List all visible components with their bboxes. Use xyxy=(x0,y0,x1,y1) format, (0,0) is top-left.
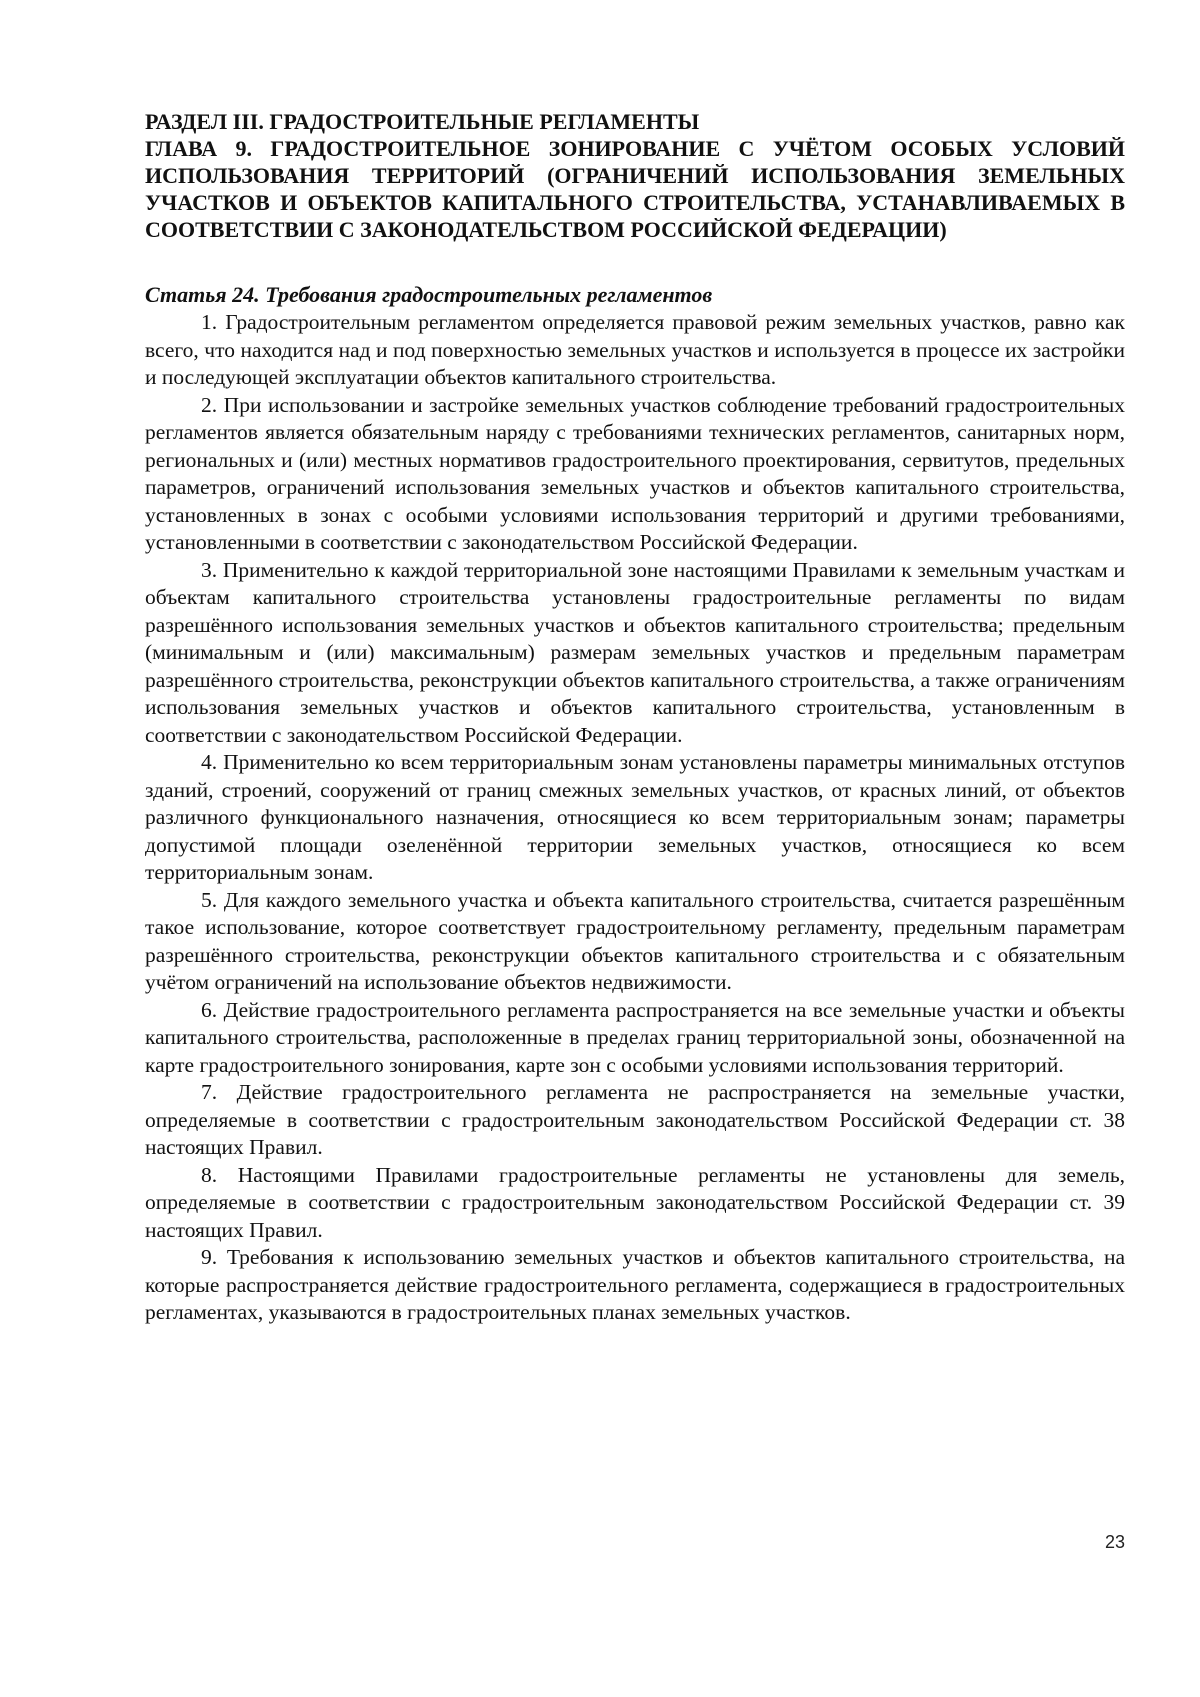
article-title: Статья 24. Требования градостроительных регламентов xyxy=(145,282,713,307)
paragraph-5: 5. Для каждого земельного участка и объекта капитального строительства, считается разрешённым такое использование, которое соответствует градостроительному регламенту, предельным параметрам разрешённого строительства, реконструкции объектов капитального строительства и с обязательным учётом ограничений на использование объектов недвижимости. xyxy=(145,887,1125,994)
paragraph-3: 3. Применительно к каждой территориальной зоне настоящими Правилами к земельным участкам и объектам капитального строительства установлены градостроительные регламенты по видам разрешённого использования земельных участков и объектов капитального строительства; предельным (минимальным и (или) максимальным) размерам земельных участков и предельным параметрам разрешённого строительства, реконструкции объектов капитального строительства, а также ограничениям использования земельных участков и объектов капитального строительства, установленным в соответствии с законодательством Российской Федерации. xyxy=(145,557,1125,747)
paragraph-8: 8. Настоящими Правилами градостроительные регламенты не установлены для земель, определяемые в соответствии с градостроительным законодательством Российской Федерации ст. 39 настоящих Правил. xyxy=(145,1162,1125,1242)
paragraph-7: 7. Действие градостроительного регламента не распространяется на земельные участки, определяемые в соответствии с градостроительным законодательством Российской Федерации ст. 38 настоящих Правил. xyxy=(145,1080,1125,1159)
section-title: РАЗДЕЛ III. ГРАДОСТРОИТЕЛЬНЫЕ РЕГЛАМЕНТЫ xyxy=(145,109,700,134)
paragraph-1: 1. Градостроительным регламентом определяется правовой режим земельных участков, равно как всего, что находится над и под поверхностью земельных участков и используется в процессе их застройки и последующей эксплуатации объектов капитального строительства. xyxy=(145,310,1125,389)
document-page xyxy=(145,108,1125,1327)
paragraph-4: 4. Применительно ко всем территориальным зонам установлены параметры минимальных отступов зданий, строений, сооружений от границ смежных земельных участков, от красных линий, от объектов различного функционального назначения, относящиеся ко всем территориальным зонам; параметры допустимой площади озеленённой территории земельных участков, относящиеся ко всем территориальным зонам. xyxy=(145,750,1125,884)
paragraph-6: 6. Действие градостроительного регламента распространяется на все земельные участки и объекты капитального строительства, расположенные в пределах границ территориальной зоны, обозначенной на карте градостроительного зонирования, карте зон с особыми условиями использования территорий. xyxy=(145,997,1125,1077)
article-body xyxy=(145,309,1125,1327)
paragraph-9: 9. Требования к использованию земельных участков и объектов капитального строительства, на которые распространяется действие градостроительного регламента, содержащиеся в градостроительных регламентах, указываются в градостроительных планах земельных участков. xyxy=(145,1245,1125,1324)
paragraph-2: 2. При использовании и застройке земельных участков соблюдение требований градостроительных регламентов является обязательным наряду с требованиями технических регламентов, санитарных норм, региональных и (или) местных нормативов градостроительного проектирования, сервитутов, предельных параметров, ограничений использования земельных участков и объектов капитального строительства, установленных в зонах с особыми условиями использования территорий и другими требованиями, установленными в соответствии с законодательством Российской Федерации. xyxy=(145,392,1125,554)
page-number: 23 xyxy=(1104,1532,1125,1552)
chapter-title: ГЛАВА 9. ГРАДОСТРОИТЕЛЬНОЕ ЗОНИРОВАНИЕ С УЧЁТОМ ОСОБЫХ УСЛОВИЙ ИСПОЛЬЗОВАНИЯ ТЕРРИТОРИЙ (ОГРАНИЧЕНИЙ ИСПОЛЬЗОВАНИЯ ЗЕМЕЛЬНЫХ УЧАСТКОВ И ОБЪЕКТОВ КАПИТАЛЬНОГО СТРОИТЕЛЬСТВА, УСТАНАВЛИВАЕМЫХ В СООТВЕТСТВИИ С ЗАКОНОДАТЕЛЬСТВОМ РОССИЙСКОЙ ФЕДЕРАЦИИ) xyxy=(145,136,1125,242)
